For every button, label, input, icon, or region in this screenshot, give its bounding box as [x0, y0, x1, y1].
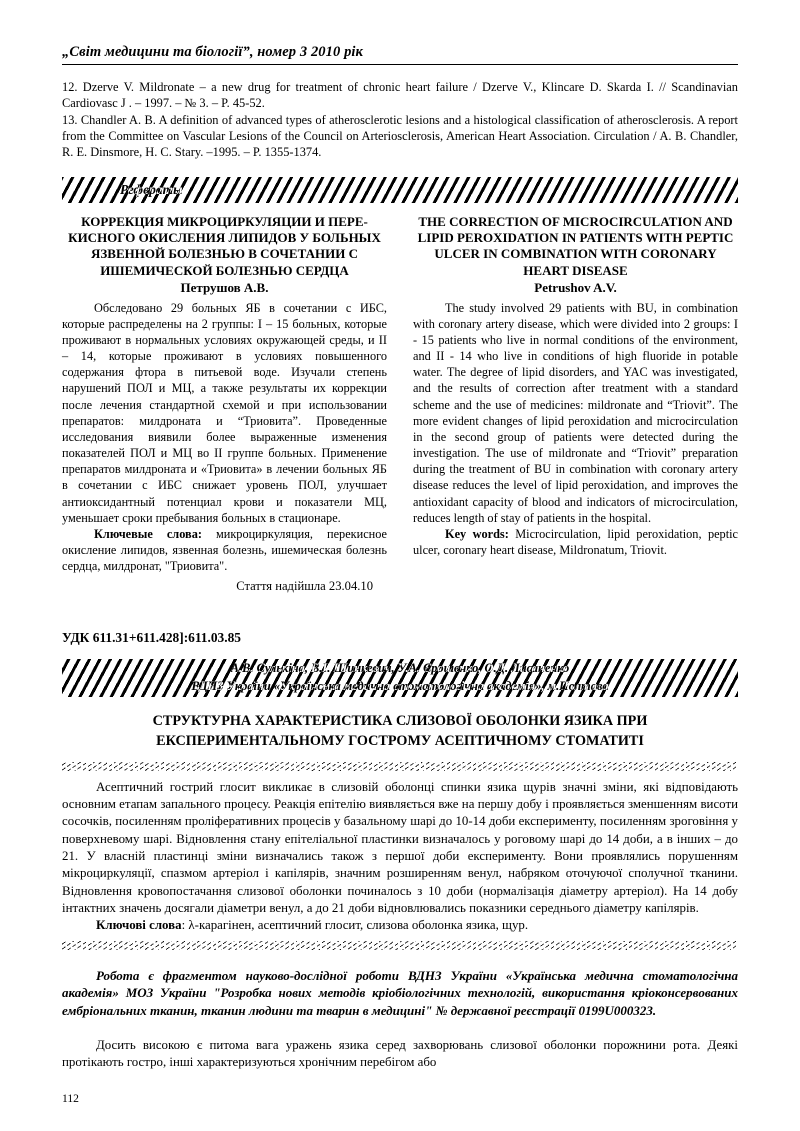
- separator-squiggle-top: [62, 762, 738, 771]
- reference-item-13: 13. Chandler A. B. A definition of advanced types of atherosclerotic lesions and a histological classification of atherosclerosis. A report from the Committee on Vascular Lesions of the Council on Arteriosclerosis, American Heart Association. Circulation / A. B. Chandler, R. E. Dinsmore, H. C. Stary. –1995. – P. 1355-1374.: [62, 112, 738, 159]
- article-authors-line: А.В. Сулькіна, В.І. Шинкевич, У.А. Єрошенко, О.Д. Лисаненко: [230, 661, 570, 676]
- funding-note: Робота є фрагментом науково-дослідної роботи ВДНЗ України «Українська медична стоматологічна академія» МОЗ України "Розробка нових методів кріобіологічних технологій, використання кріоконсервованих ембріональних тканин, тканин людини та тварин в медицині" № державної реєстрації 0199U000323.: [62, 967, 738, 1019]
- article-affiliation-line: ВДНЗ України «Українська медична стоматологічна академія», м.Полтава: [191, 679, 609, 694]
- running-head: „Світ медицини та біології”, номер 3 2010 рік: [62, 44, 363, 60]
- abstract-ru-keywords-label: Ключевые слова:: [94, 526, 202, 541]
- udc-code: УДК 611.31+611.428]:611.03.85: [62, 630, 241, 646]
- article-keywords-value: : λ-карагінен, асептичний глосит, слизова оболонка язика, щур.: [181, 918, 529, 933]
- submitted-date: Стаття надійшла 23.04.10: [236, 579, 373, 594]
- article-authors-banner: [62, 659, 738, 697]
- abstract-ru-body: Обследовано 29 больных ЯБ в сочетании с ИБС, которые распределены на 2 группы: I – 15 больных, которые проживают в нормальных условиях окружающей среды, и II – 14, которые проживают в условиях повышенного содержания фтора в питьевой воде. Изучали степень нарушений ПОЛ и МЦ, а также результаты их коррекции после лечения стандартной схемой и при использовании препаратов: милдроната и “Триовита”. Проведенные исследования виявили более выраженные изменения показателей ПОЛ и МЦ во II группе больных. Применение препаратов милдроната и «Триовита» в лечении больных ЯБ в сочетании с ИБС снижает уровень ПОЛ, улучшает антиоксидантный потенциал крови и показатели МЦ, уменьшает сроки пребывания больных в стационаре.: [62, 300, 387, 525]
- reference-list: [62, 79, 738, 160]
- running-head-rule: [62, 64, 738, 65]
- article-opening-paragraph: Досить високою є питома вага уражень язика серед захворювань слизової оболонки порожнини рота. Деякі протікають гостро, інші характеризуються хронічним перебігом або: [62, 1038, 738, 1070]
- separator-squiggle-bottom: [62, 941, 738, 950]
- abstract-en-title: THE CORRECTION OF MICROCIRCULATION AND LIPID PEROXIDATION IN PATIENTS WITH PEPTIC ULCER IN COMBINATION WITH CORONARY HEART DISEASE: [417, 214, 734, 278]
- article-abstract: [62, 779, 738, 935]
- abstract-column-english: [413, 214, 738, 594]
- article-abstract-paragraph: Асептичний гострий глосит викликає в слизовій оболонці спинки язика щурів значні зміни, які відповідають основним етапам запального процесу. Реакція епітелію виявляється вже на першу добу і проявляється зменшенням висоти сосочків, посиленням проліферативних процесів у базальному шарі до 10-14 доби експерименту, посиленням зроговіння у поверхневому шарі. Відновлення стану епітеліальної пластинки визначалось у роговому шарі до 14 доби, а в інших – до 21. У власній пластинці зміни визначались також з першої доби експерименту. Вони проявлялись порушенням мікроциркуляції, спазмом артеріол і капілярів, значним розширенням венул, набряком оточуючої сполучної тканини. Відновлення кровопостачання слизової оболонки починалось з 10 доби (нормалізація діаметру артеріол). На 14 добу інтактних значень досягали діаметри венул, а до 21 доби відновлювались показники середнього діаметру капілярів.: [62, 779, 738, 915]
- abstracts-banner-label: Рефераты: [120, 182, 183, 198]
- abstract-en-author: Petrushov A.V.: [534, 279, 617, 295]
- article-keywords-label: Ключові слова: [96, 918, 182, 933]
- abstracts-section-banner: [62, 177, 738, 203]
- abstract-en-keywords: [413, 526, 738, 558]
- reference-item-12: 12. Dzerve V. Mildronate – a new drug for treatment of chronic heart failure / Dzerve V., Klincare D. Skarda I. // Scandinavian Cardiovasc J . – 1997. – № 3. – P. 45-52.: [62, 80, 738, 111]
- article-keywords: [62, 917, 738, 934]
- abstract-en-keywords-label: Key words:: [445, 526, 509, 541]
- page-number: 112: [62, 1092, 79, 1105]
- abstract-en-keywords-value: Microcirculation, lipid peroxidation, peptic ulcer, coronary heart disease, Mildronatum, Triovit.: [413, 526, 738, 558]
- abstract-columns: [62, 214, 738, 594]
- abstract-ru-title: КОРРЕКЦИЯ МИКРОЦИРКУЛЯЦИИ И ПЕРЕ-КИСНОГО ОКИСЛЕНИЯ ЛИПИДОВ У БОЛЬНЫХ ЯЗВЕННОЙ БОЛЕЗНЬЮ В СОЧЕТАНИИ С ИШЕМИЧЕСКОЙ БОЛЕЗНЬЮ СЕРДЦА: [68, 214, 381, 278]
- abstract-column-russian: [62, 214, 387, 594]
- abstract-ru-keywords: [62, 526, 387, 574]
- abstract-ru-author: Петрушов А.В.: [180, 279, 269, 295]
- abstract-ru-keywords-value: микроциркуляция, перекисное окисление липидов, язвенная болезнь, ишемическая болезнь сердца, милдронат, "Триовита".: [62, 526, 387, 574]
- article-title: СТРУКТУРНА ХАРАКТЕРИСТИКА СЛИЗОВОЇ ОБОЛОНКИ ЯЗИКА ПРИ ЕКСПЕРИМЕНТАЛЬНОМУ ГОСТРОМУ АСЕПТИЧНОМУ СТОМАТИТІ: [152, 713, 648, 749]
- abstract-en-body: The study involved 29 patients with BU, in combination with coronary artery disease, which were divided into 2 groups: I - 15 patients who live in normal conditions of the environment, and II - 14 who live in conditions of high fluoride in potable water. The degree of lipid disorders, and YAC was investigated, and the results of correction after treatment with a standard scheme and the use of medicines: mildronate and “Triovit”. The more evident changes of lipid peroxidation and microcirculation in the second group of patients were detected during the investigation. The use of mildronate and “Triovit” preparation during the treatment of BU in combination with coronary artery disease reduces the level of lipid peroxidation, and improves the antioxidant capacity of blood and indicators of microcirculation, reduces length of stay of patients in the hospital.: [413, 300, 738, 525]
